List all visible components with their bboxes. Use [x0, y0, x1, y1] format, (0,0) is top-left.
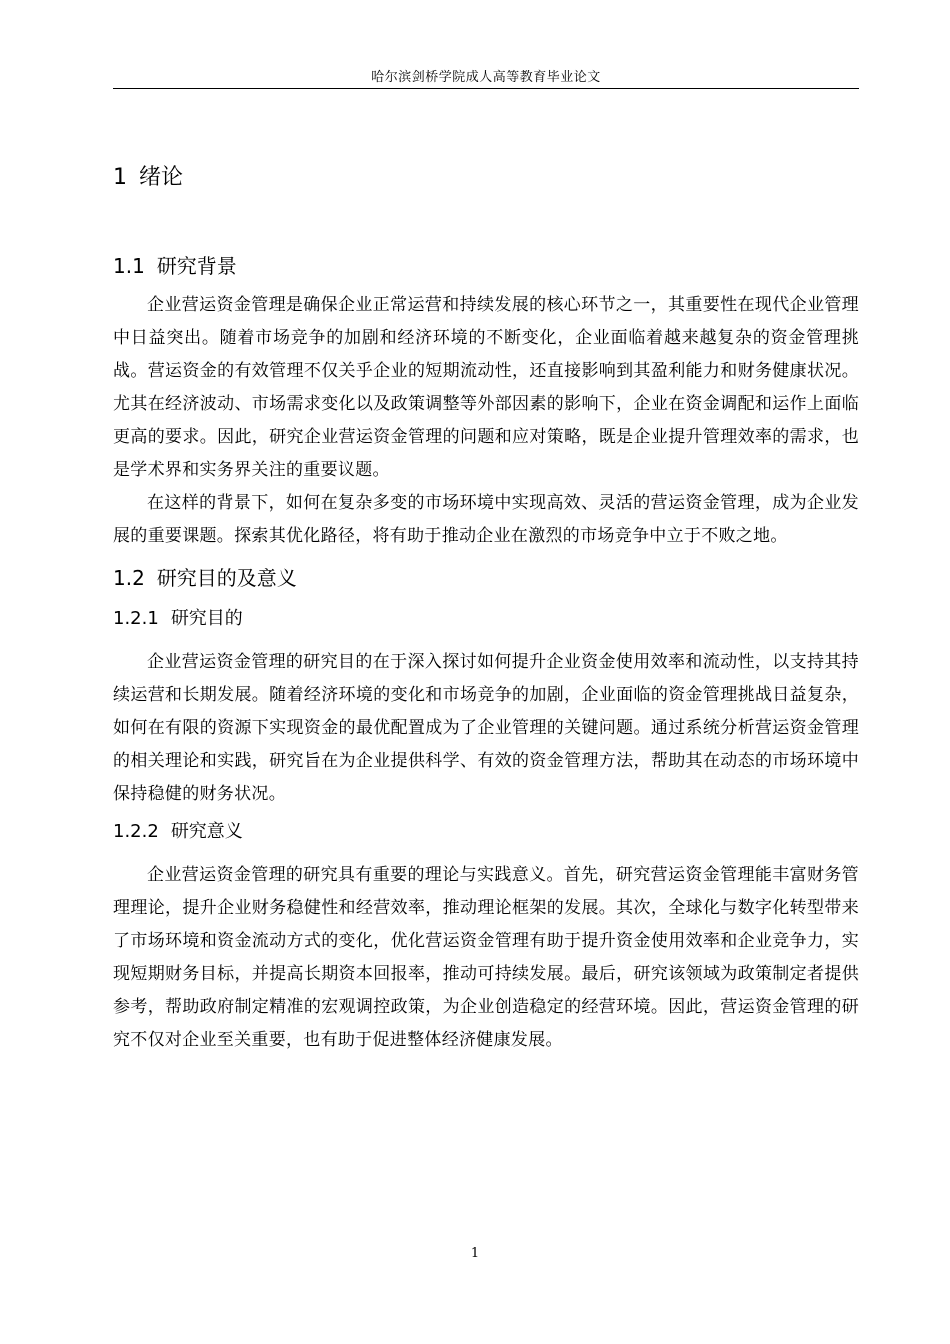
- header-rule: [113, 88, 859, 89]
- section-number: 1.1: [113, 254, 145, 278]
- paragraph: 企业营运资金管理的研究具有重要的理论与实践意义。首先，研究营运资金管理能丰富财务管理理论，提升企业财务稳健性和经营效率，推动理论框架的发展。其次，全球化与数字化转型带来了市场环境和资金流动方式的变化，优化营运资金管理有助于提升资金使用效率和企业竞争力，实现短期财务目标，并提高长期资本回报率，推动可持续发展。最后，研究该领域为政策制定者提供参考，帮助政府制定精准的宏观调控政策，为企业创造稳定的经营环境。因此，营运资金管理的研究不仅对企业至关重要，也有助于促进整体经济健康发展。: [113, 865, 859, 1050]
- section-title: 研究目的及意义: [156, 566, 297, 590]
- page-body: [113, 160, 859, 1057]
- chapter-title: 绪论: [139, 165, 184, 190]
- subsection-heading-1-2-1: [113, 604, 859, 634]
- paragraph: 在这样的背景下，如何在复杂多变的市场环境中实现高效、灵活的营运资金管理，成为企业发展的重要课题。探索其优化路径，将有助于推动企业在激烈的市场竞争中立于不败之地。: [113, 493, 859, 546]
- subsection-number: 1.2.1: [113, 608, 159, 629]
- paragraph: 企业营运资金管理的研究目的在于深入探讨如何提升企业资金使用效率和流动性，以支持其持续运营和长期发展。随着经济环境的变化和市场竞争的加剧，企业面临的资金管理挑战日益复杂，如何在有限的资源下实现资金的最优配置成为了企业管理的关键问题。通过系统分析营运资金管理的相关理论和实践，研究旨在为企业提供科学、有效的资金管理方法，帮助其在动态的市场环境中保持稳健的财务状况。: [113, 652, 859, 804]
- section-number: 1.2: [113, 566, 145, 590]
- chapter-heading: [113, 160, 859, 196]
- subsection-number: 1.2.2: [113, 821, 159, 842]
- running-header: 哈尔滨剑桥学院成人高等教育毕业论文: [371, 70, 601, 85]
- subsection-heading-1-2-2: [113, 817, 859, 847]
- section-heading-1-2: [113, 561, 859, 595]
- page-number: 1: [470, 1246, 480, 1261]
- subsection-title: 研究意义: [170, 821, 243, 842]
- section-title: 研究背景: [156, 254, 237, 278]
- section-heading-1-1: [113, 249, 859, 283]
- paragraph: 企业营运资金管理是确保企业正常运营和持续发展的核心环节之一，其重要性在现代企业管理中日益突出。随着市场竞争的加剧和经济环境的不断变化，企业面临着越来越复杂的资金管理挑战。营运资金的有效管理不仅关乎企业的短期流动性，还直接影响到其盈利能力和财务健康状况。尤其在经济波动、市场需求变化以及政策调整等外部因素的影响下，企业在资金调配和运作上面临更高的要求。因此，研究企业营运资金管理的问题和应对策略，既是企业提升管理效率的需求，也是学术界和实务界关注的重要议题。: [113, 295, 859, 480]
- subsection-title: 研究目的: [170, 608, 243, 629]
- chapter-number: 1: [113, 165, 127, 190]
